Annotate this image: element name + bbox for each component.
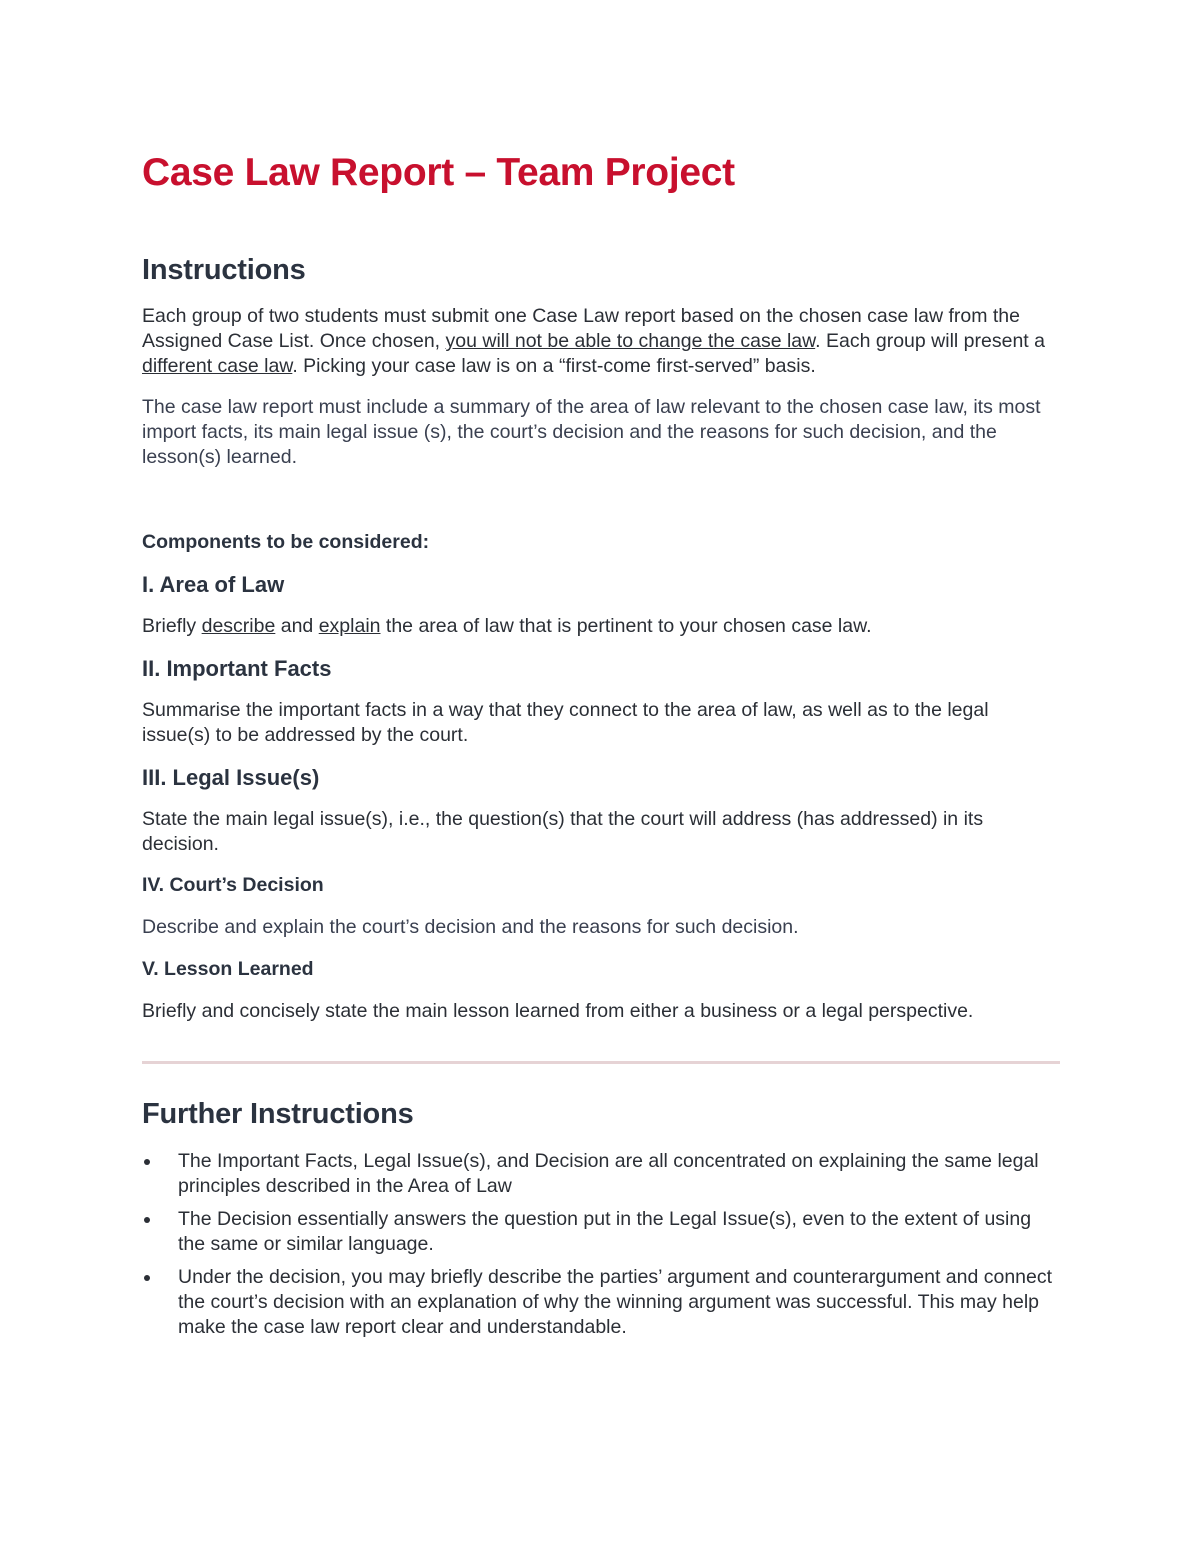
area-of-law-underline-explain: explain <box>318 615 381 637</box>
section-heading-lesson-learned: V. Lesson Learned <box>142 958 314 980</box>
section-heading-area-of-law: I. Area of Law <box>142 572 285 597</box>
area-of-law-text-c: the area of law that is pertinent to your chosen case law. <box>380 615 872 637</box>
section-heading-important-facts: II. Important Facts <box>142 656 332 681</box>
section-divider <box>142 1061 1060 1064</box>
list-item <box>142 1265 1060 1340</box>
area-of-law-underline-describe: describe <box>201 615 276 637</box>
section-heading-legal-issues: III. Legal Issue(s) <box>142 765 320 790</box>
bullet-text: The Important Facts, Legal Issue(s), and Decision are all concentrated on explaining the same legal principles described in the Area of Law <box>178 1150 1039 1197</box>
further-instructions-heading: Further Instructions <box>142 1098 414 1130</box>
section-body-legal-issues: State the main legal issue(s), i.e., the question(s) that the court will address (has addressed) in its decision. <box>142 808 984 855</box>
area-of-law-text-a: Briefly <box>142 615 202 637</box>
instructions-p1-text-b: . Each group will present a <box>815 330 1045 352</box>
further-instructions-list <box>142 1149 1060 1340</box>
section-body-area-of-law <box>142 614 1060 639</box>
bullet-text: Under the decision, you may briefly describe the parties’ argument and counterargument and connect the court’s decision with an explanation of why the winning argument was successful. This may help make the case law report clear and understandable. <box>178 1266 1053 1338</box>
bullet-text: The Decision essentially answers the question put in the Legal Issue(s), even to the extent of using the same or similar language. <box>178 1208 1032 1255</box>
area-of-law-text-b: and <box>275 615 319 637</box>
section-body-lesson-learned: Briefly and concisely state the main lesson learned from either a business or a legal perspective. <box>142 1000 974 1022</box>
bullet-icon <box>144 1275 150 1281</box>
instructions-paragraph-2: The case law report must include a summary of the area of law relevant to the chosen case law, its most import facts, its main legal issue (s), the court’s decision and the reasons for such decision, and the lesson(s) learned. <box>142 396 1041 468</box>
instructions-p1-text-a: Each group of two students must submit one Case Law report based on the chosen case law from the Assigned Case List. Once chosen, <box>142 305 1020 352</box>
section-heading-courts-decision: IV. Court’s Decision <box>142 874 324 896</box>
list-item <box>142 1149 1060 1199</box>
section-body-important-facts: Summarise the important facts in a way that they connect to the area of law, as well as to the legal issue(s) to be addressed by the court. <box>142 699 989 746</box>
section-body-courts-decision: Describe and explain the court’s decision and the reasons for such decision. <box>142 916 799 938</box>
document-content <box>142 148 1060 1340</box>
instructions-p1-underline-1: you will not be able to change the case law <box>445 330 816 352</box>
instructions-paragraph-1 <box>142 304 1060 379</box>
components-label: Components to be considered: <box>142 531 430 553</box>
bullet-icon <box>144 1217 150 1223</box>
document-title: Case Law Report – Team Project <box>142 151 735 194</box>
list-item <box>142 1207 1060 1257</box>
instructions-p1-text-c: . Picking your case law is on a “first-come first-served” basis. <box>292 355 816 377</box>
instructions-heading: Instructions <box>142 254 306 286</box>
bullet-icon <box>144 1159 150 1165</box>
instructions-p1-underline-2: different case law <box>142 355 293 377</box>
